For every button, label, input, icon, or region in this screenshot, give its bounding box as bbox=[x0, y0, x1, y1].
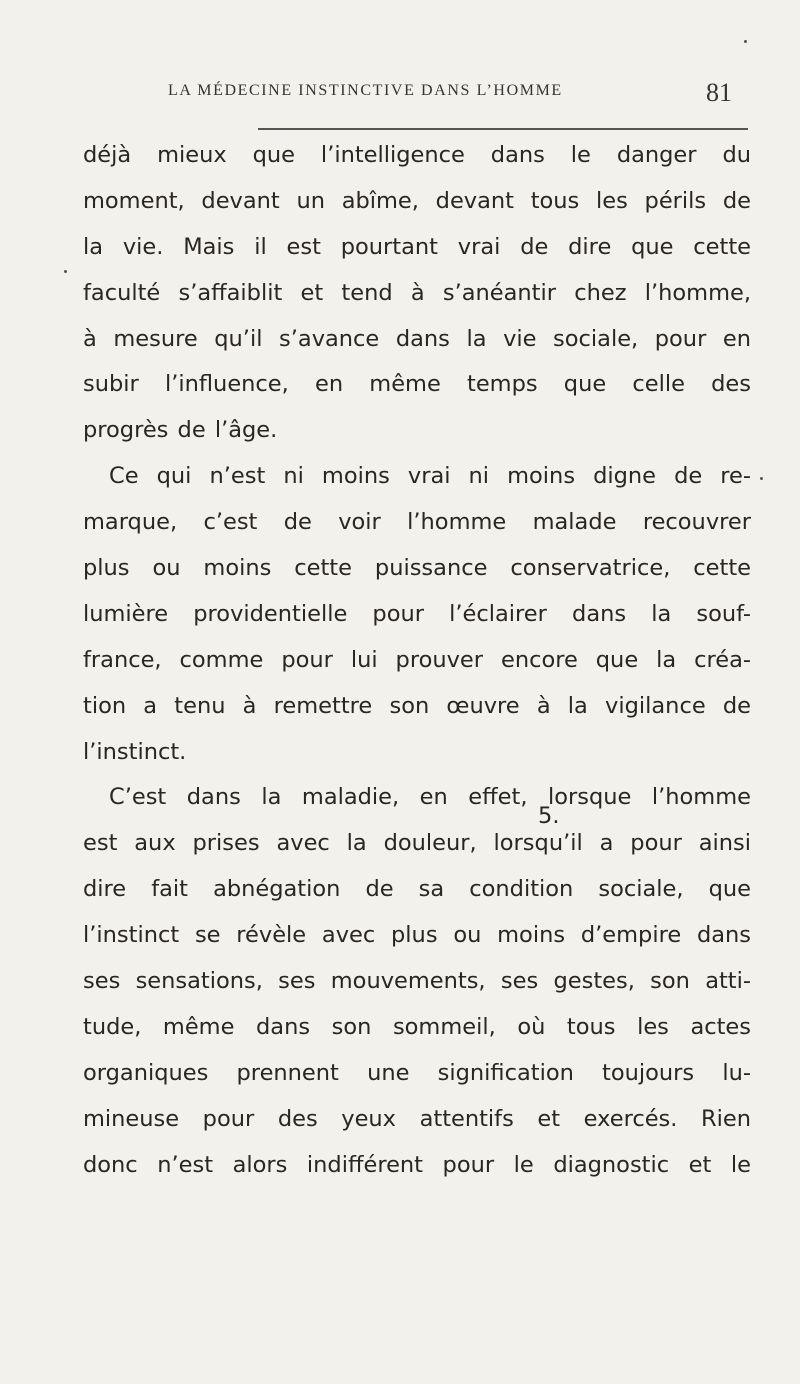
text-line: dire fait abnégation de sa condition sociale, que bbox=[83, 876, 751, 903]
text-line: subir l’influence, en même temps que celle des bbox=[83, 371, 751, 398]
text-line: france, comme pour lui prouver encore que la créa- bbox=[83, 646, 751, 673]
text-line: l’instinct se révèle avec plus ou moins d’empire dans bbox=[83, 922, 751, 949]
signature-mark: 5. bbox=[538, 803, 560, 829]
text-line: progrès de l’âge. bbox=[83, 417, 278, 444]
text-line: la vie. Mais il est pourtant vrai de dire que cette bbox=[83, 233, 751, 260]
text-line: tude, même dans son sommeil, où tous les actes bbox=[83, 1013, 751, 1040]
text-line: faculté s’affaiblit et tend à s’anéantir chez l’homme, bbox=[83, 279, 751, 306]
text-line: ses sensations, ses mouvements, ses gestes, son atti- bbox=[83, 968, 751, 995]
text-line: marque, c’est de voir l’homme malade recouvrer bbox=[83, 509, 751, 536]
text-line: est aux prises avec la douleur, lorsqu’il a pour ainsi bbox=[83, 830, 751, 857]
print-speck bbox=[64, 270, 67, 273]
text-line: organiques prennent une signification toujours lu- bbox=[83, 1059, 751, 1086]
text-line: C’est dans la maladie, en effet, lorsque l’homme bbox=[109, 784, 751, 811]
text-line: donc n’est alors indifférent pour le diagnostic et le bbox=[83, 1151, 751, 1178]
text-line: Ce qui n’est ni moins vrai ni moins digne de re- bbox=[109, 463, 751, 490]
text-line: lumière providentielle pour l’éclairer dans la souf- bbox=[83, 600, 751, 627]
text-line: mineuse pour des yeux attentifs et exercés. Rien bbox=[83, 1105, 751, 1132]
running-head bbox=[168, 78, 732, 116]
text-line: à mesure qu’il s’avance dans la vie sociale, pour en bbox=[83, 325, 751, 352]
print-speck bbox=[744, 40, 747, 43]
page-number: 81 bbox=[706, 78, 732, 107]
running-title: LA MÉDECINE INSTINCTIVE DANS L’HOMME bbox=[168, 82, 563, 99]
header-rule bbox=[258, 128, 748, 130]
text-line: l’instinct. bbox=[83, 738, 187, 765]
body-text bbox=[83, 133, 751, 1188]
text-line: plus ou moins cette puissance conservatrice, cette bbox=[83, 555, 751, 582]
print-speck bbox=[760, 477, 763, 480]
text-line: moment, devant un abîme, devant tous les périls de bbox=[83, 187, 751, 214]
text-line: tion a tenu à remettre son œuvre à la vigilance de bbox=[83, 692, 751, 719]
text-line: déjà mieux que l’intelligence dans le danger du bbox=[83, 142, 751, 168]
